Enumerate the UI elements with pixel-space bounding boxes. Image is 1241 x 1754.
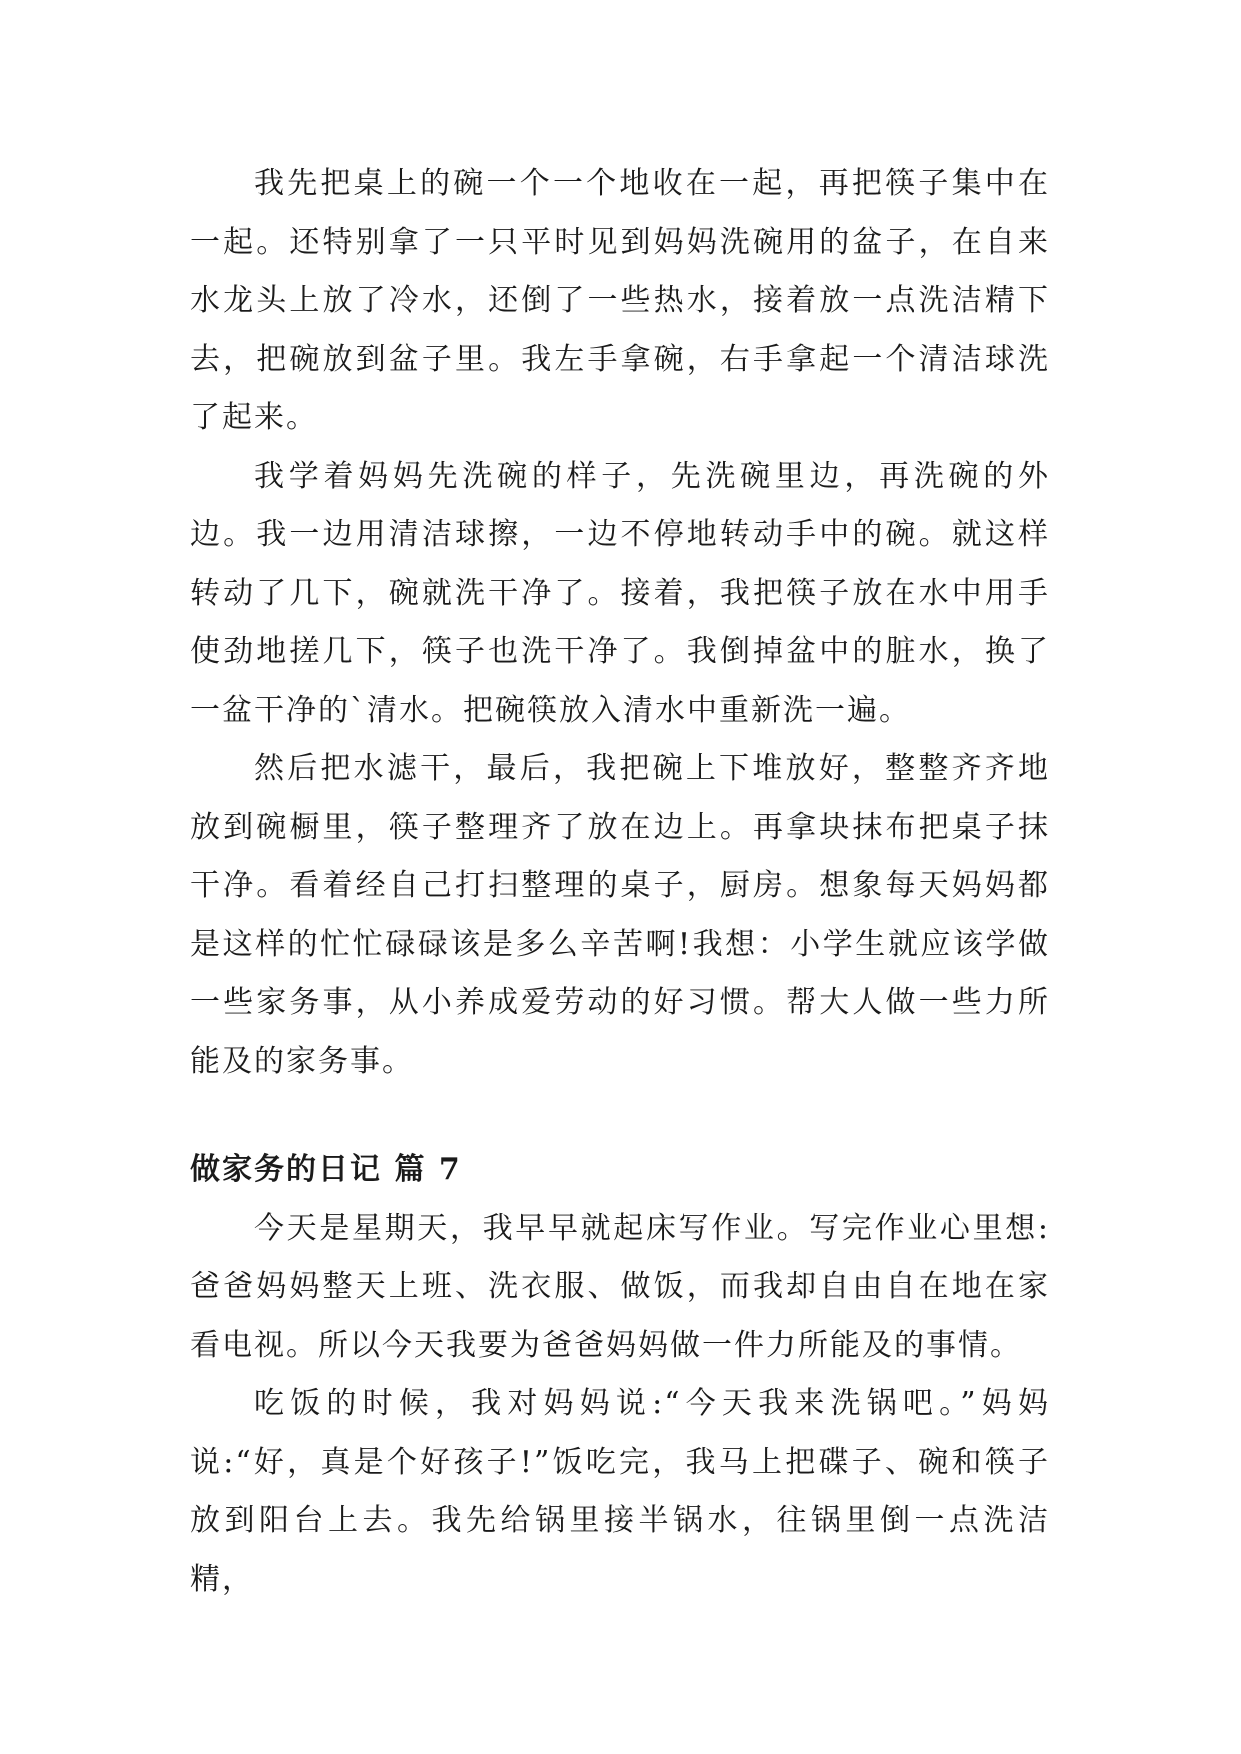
document-page	[190, 155, 1050, 1609]
paragraph-sunday: 今天是星期天，我早早就起床写作业。写完作业心里想:爸爸妈妈整天上班、洗衣服、做饭，而我却自由自在地在家看电视。所以今天我要为爸爸妈妈做一件力所能及的事情。	[190, 1210, 1050, 1363]
paragraph-wash-pot: 吃饭的时候，我对妈妈说:“今天我来洗锅吧。”妈妈说:“好，真是个好孩子!”饭吃完，我马上把碟子、碗和筷子放到阳台上去。我先给锅里接半锅水，往锅里倒一点洗洁精，	[190, 1386, 1050, 1597]
section-gap	[190, 1091, 1050, 1141]
section-heading: 做家务的日记 篇 7	[190, 1152, 462, 1187]
paragraph-wash-bowls-start: 我先把桌上的碗一个一个地收在一起，再把筷子集中在一起。还特别拿了一只平时见到妈妈洗碗用的盆子，在自来水龙头上放了冷水，还倒了一些热水，接着放一点洗洁精下去，把碗放到盆子里。我左手拿碗，右手拿起一个清洁球洗了起来。	[190, 166, 1050, 435]
paragraph-wash-bowls-method: 我学着妈妈先洗碗的样子，先洗碗里边，再洗碗的外边。我一边用清洁球擦，一边不停地转动手中的碗。就这样转动了几下，碗就洗干净了。接着，我把筷子放在水中用手使劲地搓几下，筷子也洗干净了。我倒掉盆中的脏水，换了一盆干净的`清水。把碗筷放入清水中重新洗一遍。	[190, 458, 1050, 728]
paragraph-wash-bowls-finish: 然后把水滤干，最后，我把碗上下堆放好，整整齐齐地放到碗橱里，筷子整理齐了放在边上。再拿块抹布把桌子抹干净。看着经自己打扫整理的桌子，厨房。想象每天妈妈都是这样的忙忙碌碌该是多么辛苦啊!我想：小学生就应该学做一些家务事，从小养成爱劳动的好习惯。帮大人做一些力所能及的家务事。	[190, 751, 1050, 1079]
